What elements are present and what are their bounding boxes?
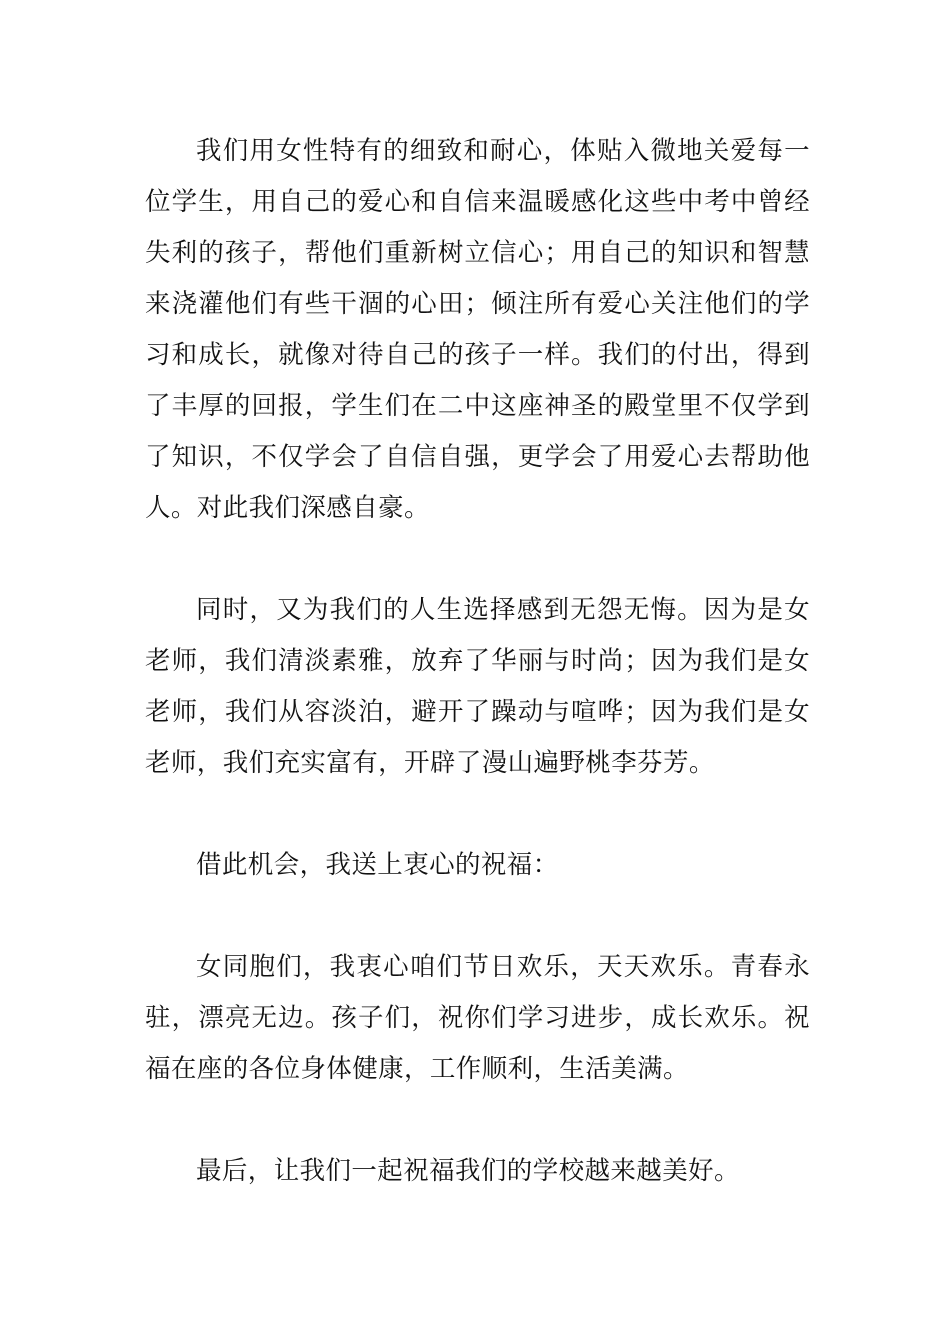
paragraph-3: 借此机会，我送上衷心的祝福： bbox=[196, 850, 559, 880]
paragraph-4: 女同胞们，我衷心咱们节日欢乐，天天欢乐。青春永驻，漂亮无边。孩子们，祝你们学习进步，成长欢乐。祝福在座的各位身体健康，工作顺利，生活美满。 bbox=[145, 952, 810, 1084]
paragraph-gap bbox=[145, 789, 810, 840]
paragraph-2: 同时，又为我们的人生选择感到无怨无悔。因为是女老师，我们清淡素雅，放弃了华丽与时尚；因为我们是女老师，我们从容淡泊，避开了躁动与喧哗；因为我们是女老师，我们充实富有，开辟了漫山遍野桃李芬芳。 bbox=[145, 595, 810, 778]
paragraph-gap bbox=[145, 534, 810, 585]
paragraph-1: 我们用女性特有的细致和耐心，体贴入微地关爱每一位学生，用自己的爱心和自信来温暖感化这些中考中曾经失利的孩子，帮他们重新树立信心；用自己的知识和智慧来浇灌他们有些干涸的心田；倾注所有爱心关注他们的学习和成长，就像对待自己的孩子一样。我们的付出，得到了丰厚的回报，学生们在二中这座神圣的殿堂里不仅学到了知识，不仅学会了自信自强，更学会了用爱心去帮助他人。对此我们深感自豪。 bbox=[145, 136, 810, 523]
paragraph-5: 最后，让我们一起祝福我们的学校越来越美好。 bbox=[196, 1156, 740, 1186]
paragraph-gap bbox=[145, 1095, 810, 1146]
document-body bbox=[145, 126, 810, 1197]
paragraph-gap bbox=[145, 891, 810, 942]
